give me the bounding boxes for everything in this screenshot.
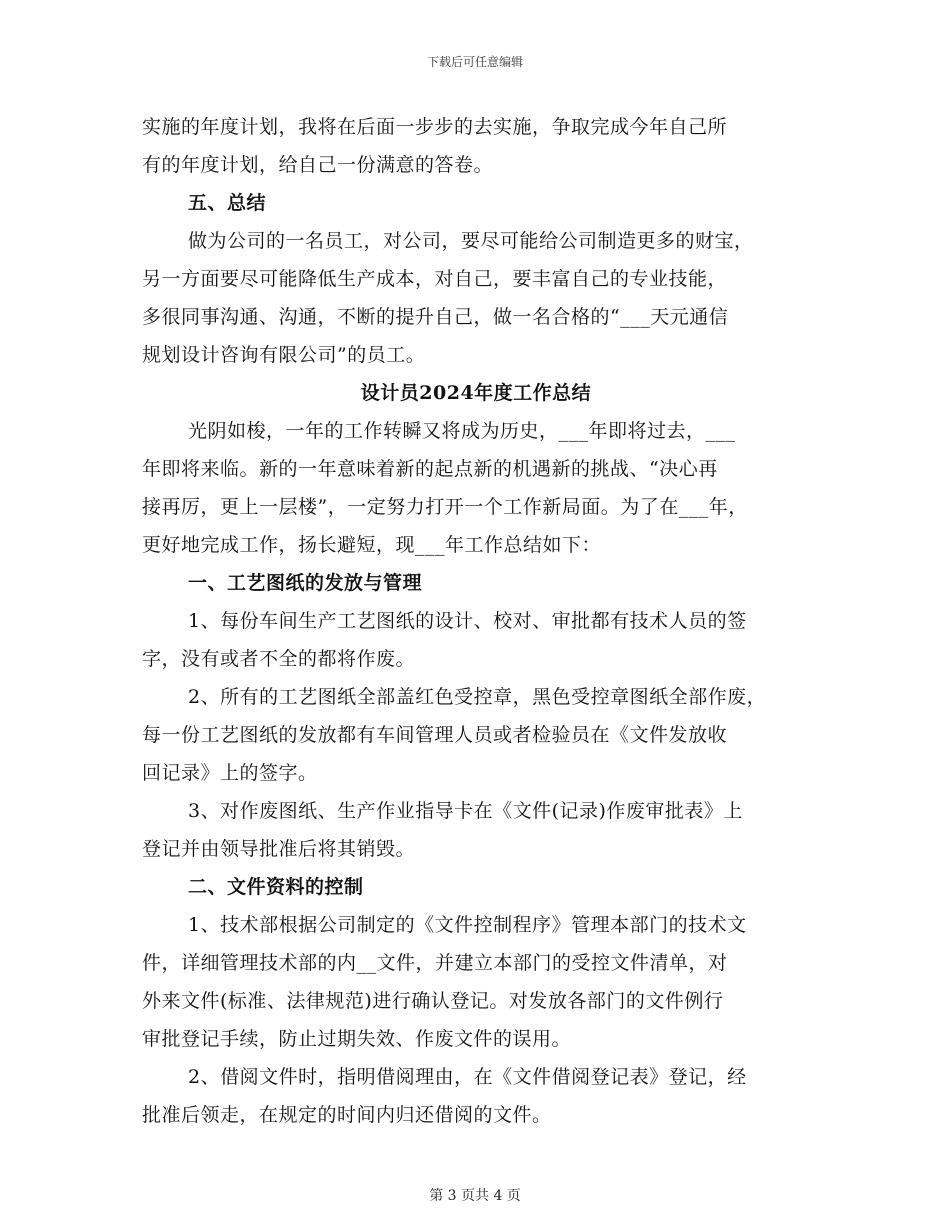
body-line: 字，没有或者不全的都将作废。 — [142, 648, 416, 670]
section-heading: 二、文件资料的控制 — [188, 876, 364, 898]
body-line: 2、借阅文件时，指明借阅理由，在《文件借阅登记表》登记，经 — [188, 1066, 747, 1088]
body-line: 接再厉，更上一层楼”，一定努力打开一个工作新局面。为了在___年， — [142, 496, 748, 518]
body-line: 回记录》上的签字。 — [142, 762, 318, 784]
body-line: 规划设计咨询有限公司”的员工。 — [142, 344, 426, 366]
document-body — [142, 108, 810, 1134]
body-line: 1、技术部根据公司制定的《文件控制程序》管理本部门的技术文 — [188, 914, 747, 936]
body-line: 件，详细管理技术部的内__文件，并建立本部门的受控文件清单，对 — [142, 952, 728, 974]
body-line: 多很同事沟通、沟通，不断的提升自己，做一名合格的“___天元通信 — [142, 306, 729, 328]
document-title: 设计员2024年度工作总结 — [360, 382, 592, 404]
body-line: 有的年度计划，给自己一份满意的答卷。 — [142, 154, 494, 176]
body-line: 登记并由领导批准后将其销毁。 — [142, 838, 416, 860]
page-footer: 第 3 页共 4 页 — [429, 1188, 521, 1204]
body-line: 年即将来临。新的一年意味着新的起点新的机遇新的挑战、“决心再 — [142, 458, 718, 480]
body-line: 实施的年度计划，我将在后面一步步的去实施，争取完成今年自己所 — [142, 116, 728, 138]
body-line: 外来文件(标准、法律规范)进行确认登记。对发放各部门的文件例行 — [142, 990, 724, 1012]
body-line: 每一份工艺图纸的发放都有车间管理人员或者检验员在《文件发放收 — [142, 724, 728, 746]
section-heading: 一、工艺图纸的发放与管理 — [188, 572, 423, 594]
page-header: 下载后可任意编辑 — [426, 55, 523, 69]
body-line: 批准后领走，在规定的时间内归还借阅的文件。 — [142, 1104, 552, 1126]
body-line: 另一方面要尽可能降低生产成本，对自己，要丰富自己的专业技能， — [142, 268, 728, 290]
body-line: 1、每份车间生产工艺图纸的设计、校对、审批都有技术人员的签 — [188, 610, 747, 632]
body-line: 2、所有的工艺图纸全部盖红色受控章，黑色受控章图纸全部作废， — [188, 686, 767, 708]
body-line: 审批登记手续，防止过期失效、作废文件的误用。 — [142, 1028, 572, 1050]
body-line: 更好地完成工作，扬长避短，现___年工作总结如下： — [142, 534, 602, 556]
section-heading: 五、总结 — [188, 192, 267, 214]
body-line: 3、对作废图纸、生产作业指导卡在《文件(记录)作废审批表》上 — [188, 800, 743, 822]
body-line: 光阴如梭，一年的工作转瞬又将成为历史，___年即将过去，___ — [188, 420, 736, 442]
body-line: 做为公司的一名员工，对公司，要尽可能给公司制造更多的财宝， — [188, 230, 754, 252]
